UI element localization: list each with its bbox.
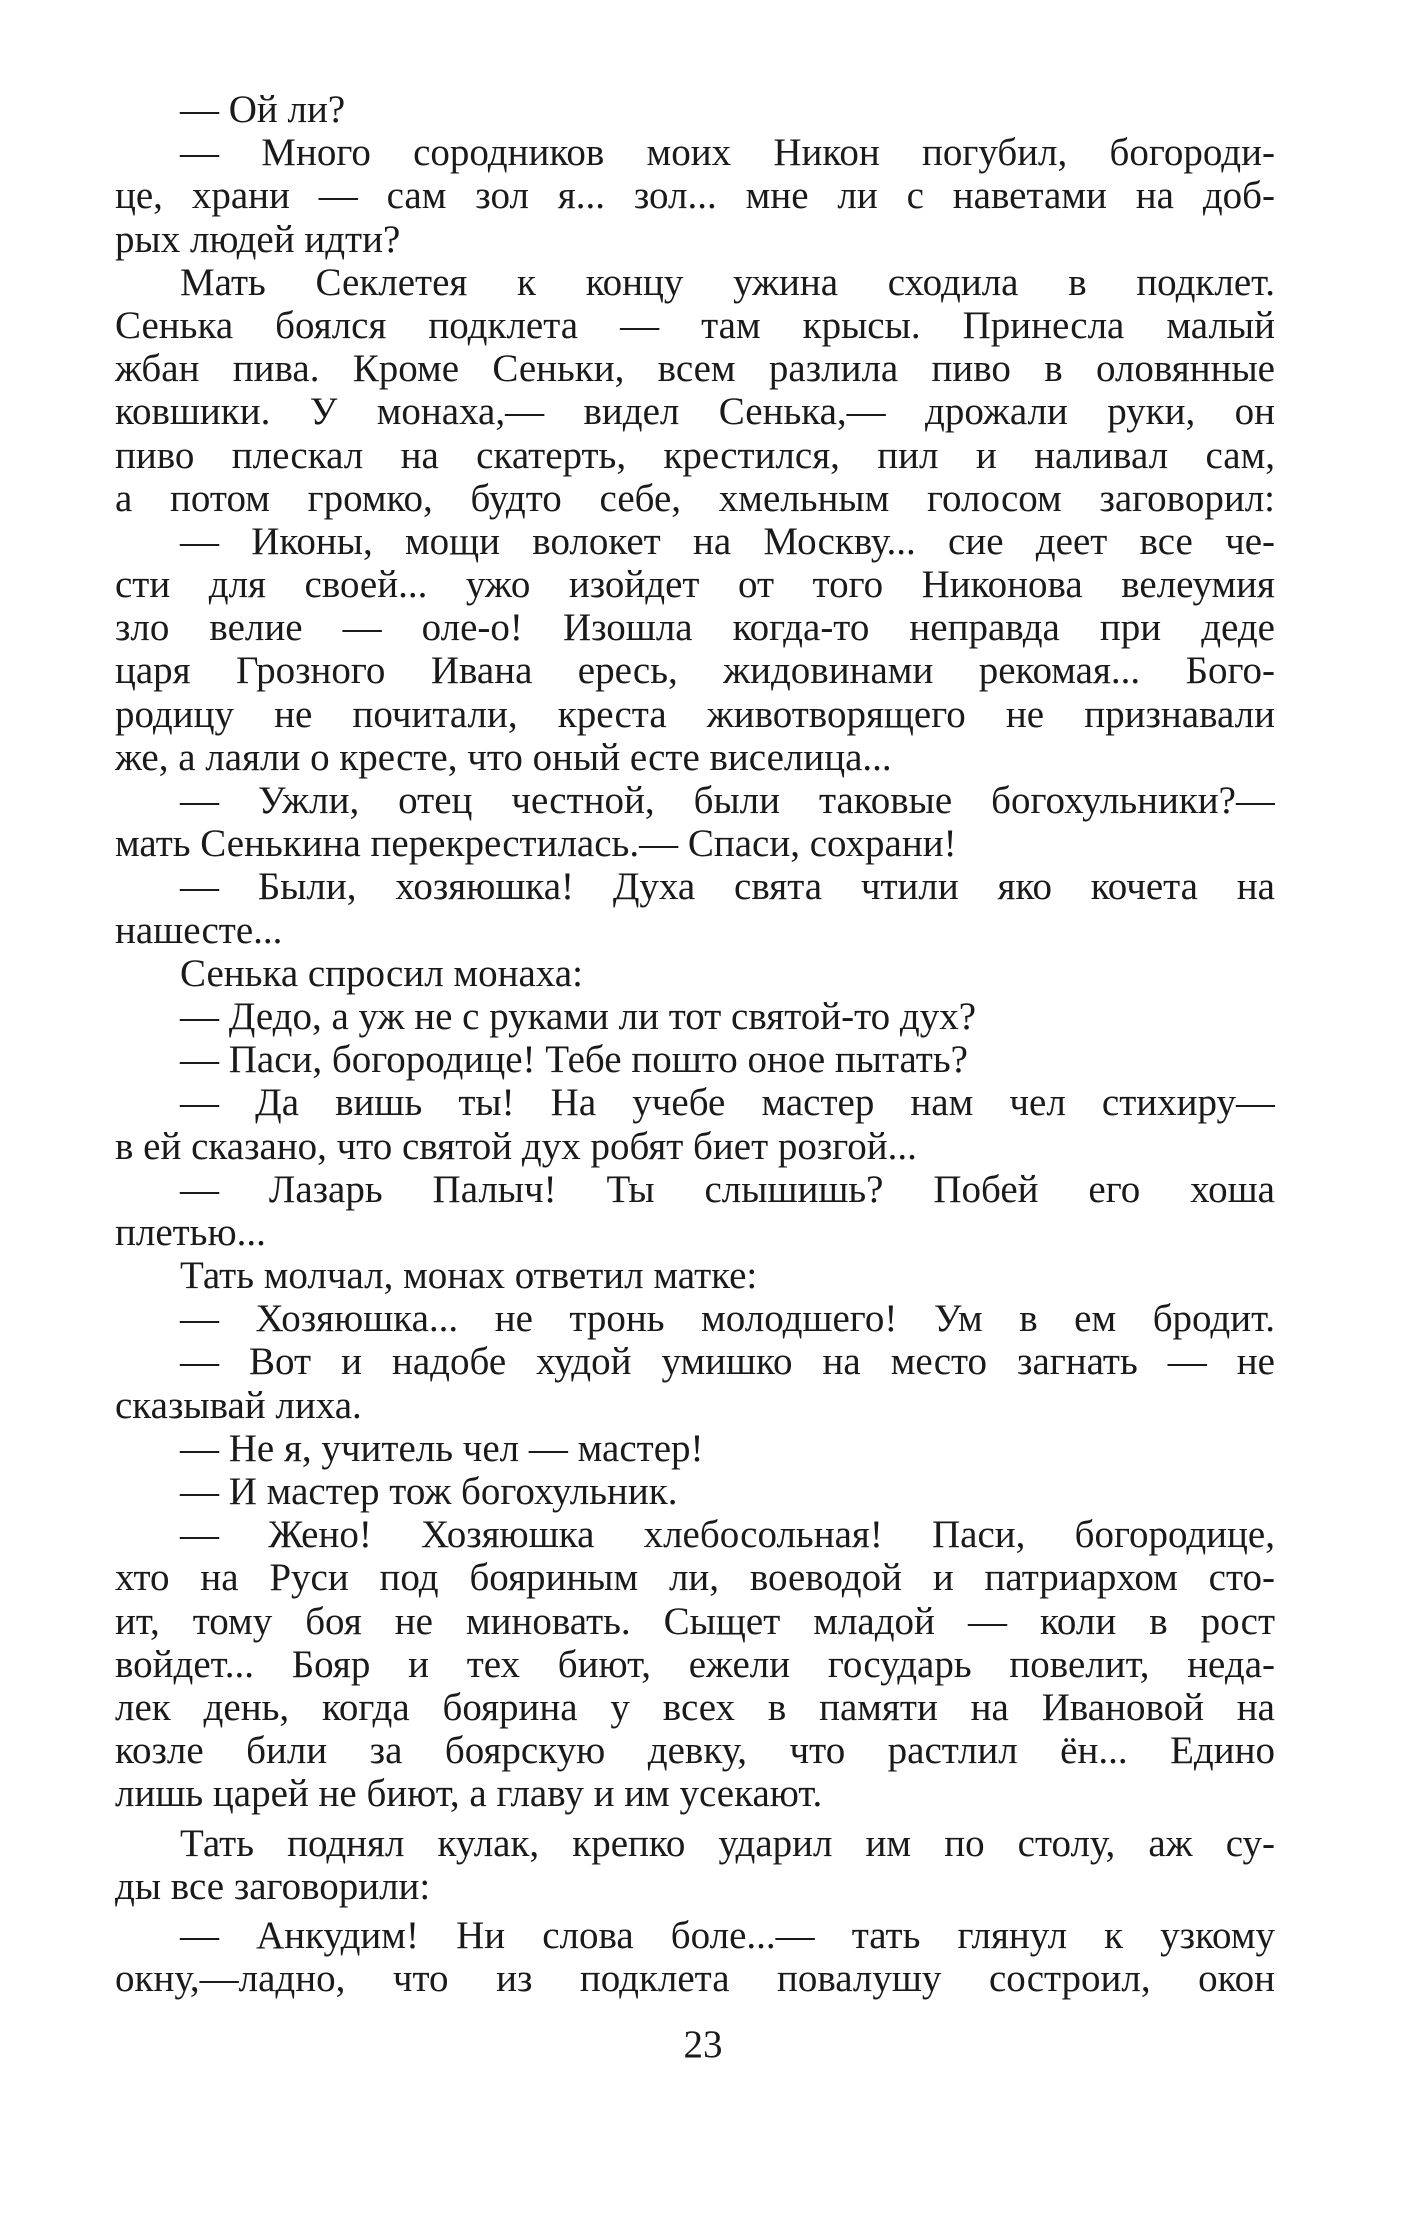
text-line: козле били за боярскую девку, что растлил ён... Едино (115, 1729, 1275, 1773)
text-line: ит, тому боя не миновать. Сыщет младой — коли в рост (115, 1599, 1275, 1643)
text-line: рых людей идти? (115, 217, 401, 261)
text-line: нашесте... (115, 908, 283, 952)
text-line: плетью... (115, 1210, 266, 1254)
text-line: Сенька спросил монаха: (180, 951, 583, 995)
text-line: — И мастер тож богохульник. (180, 1470, 678, 1513)
text-line: Тать молчал, монах ответил матке: (180, 1254, 758, 1298)
text-line: ковшики. У монаха,— видел Сенька,— дрожали руки, он (115, 390, 1275, 434)
text-line: лек день, когда боярина у всех в памяти на Ивановой на (115, 1685, 1275, 1729)
book-page-text (115, 88, 1275, 2000)
text-line: Тать поднял кулак, крепко ударил им по столу, аж су- (180, 1821, 1275, 1865)
text-line: — Лазарь Палыч! Ты слышишь? Побей его хоша (180, 1167, 1275, 1211)
text-line: це, храни — сам зол я... зол... мне ли с наветами на доб- (115, 174, 1275, 218)
text-line: Мать Секлетея к концу ужина сходила в подклет. (180, 260, 1275, 304)
text-line: хто на Руси под бояриным ли, воеводой и патриархом сто- (115, 1556, 1275, 1600)
text-line: — Да вишь ты! На учебе мастер нам чел стихиру— (180, 1081, 1275, 1125)
text-line: жбан пива. Кроме Сеньки, всем разлила пиво в оловянные (115, 347, 1275, 391)
text-line: — Не я, учитель чел — мастер! (180, 1426, 704, 1470)
text-line: лишь царей не биют, а главу и им усекают. (115, 1772, 823, 1816)
text-line: мать Сенькина перекрестилась.— Спаси, сохрани! (115, 822, 957, 866)
text-line: Сенька боялся подклета — там крысы. Принесла малый (115, 303, 1275, 347)
text-line: царя Грозного Ивана ересь, жидовинами рекомая... Бого- (115, 649, 1275, 693)
text-line: — Иконы, мощи волокет на Москву... сие деет все че- (180, 519, 1275, 563)
text-line: — Ой ли? (180, 88, 346, 131)
text-line: сказывай лиха. (115, 1383, 362, 1427)
text-line: — Дедо, а уж не с руками ли тот святой-то дух? (180, 994, 977, 1038)
text-line: окну,—ладно, что из подклета повалушу состроил, окон (115, 1957, 1275, 2001)
text-line: зло велие — оле-о! Изошла когда-то неправда при деде (115, 606, 1275, 650)
text-line: — Много сородников моих Никон погубил, богороди- (180, 131, 1275, 175)
text-line: в ей сказано, что святой дух робят биет розгой... (115, 1124, 917, 1168)
text-line: сти для своей... ужо изойдет от того Никонова велеумия (115, 563, 1275, 607)
text-line: — Ужли, отец честной, были таковые богохульники?— (180, 779, 1275, 822)
text-line: войдет... Бояр и тех биют, ежели государь повелит, неда- (115, 1642, 1275, 1686)
text-line: же, а лаяли о кресте, что оный есте виселица... (115, 735, 892, 779)
text-line: — Анкудим! Ни слова боле...— тать глянул к узкому (180, 1913, 1275, 1957)
text-line: — Паси, богородице! Тебе пошто оное пытать? (180, 1038, 968, 1082)
text-line: пиво плескал на скатерть, крестился, пил и наливал сам, (115, 433, 1275, 477)
text-line: — Были, хозяюшка! Духа свята чтили яко кочета на (180, 865, 1275, 909)
text-line: — Жено! Хозяюшка хлебосольная! Паси, богородице, (180, 1513, 1275, 1557)
text-line: родицу не почитали, креста животворящего не признавали (115, 692, 1275, 736)
text-line: а потом громко, будто себе, хмельным голосом заговорил: (115, 476, 1275, 520)
page-number: 23 (683, 2023, 723, 2066)
text-line: ды все заговорили: (115, 1864, 431, 1908)
text-line: — Хозяюшка... не тронь молодшего! Ум в ем бродит. (180, 1297, 1275, 1341)
text-line: — Вот и надобе худой умишко на место загнать — не (180, 1340, 1275, 1384)
